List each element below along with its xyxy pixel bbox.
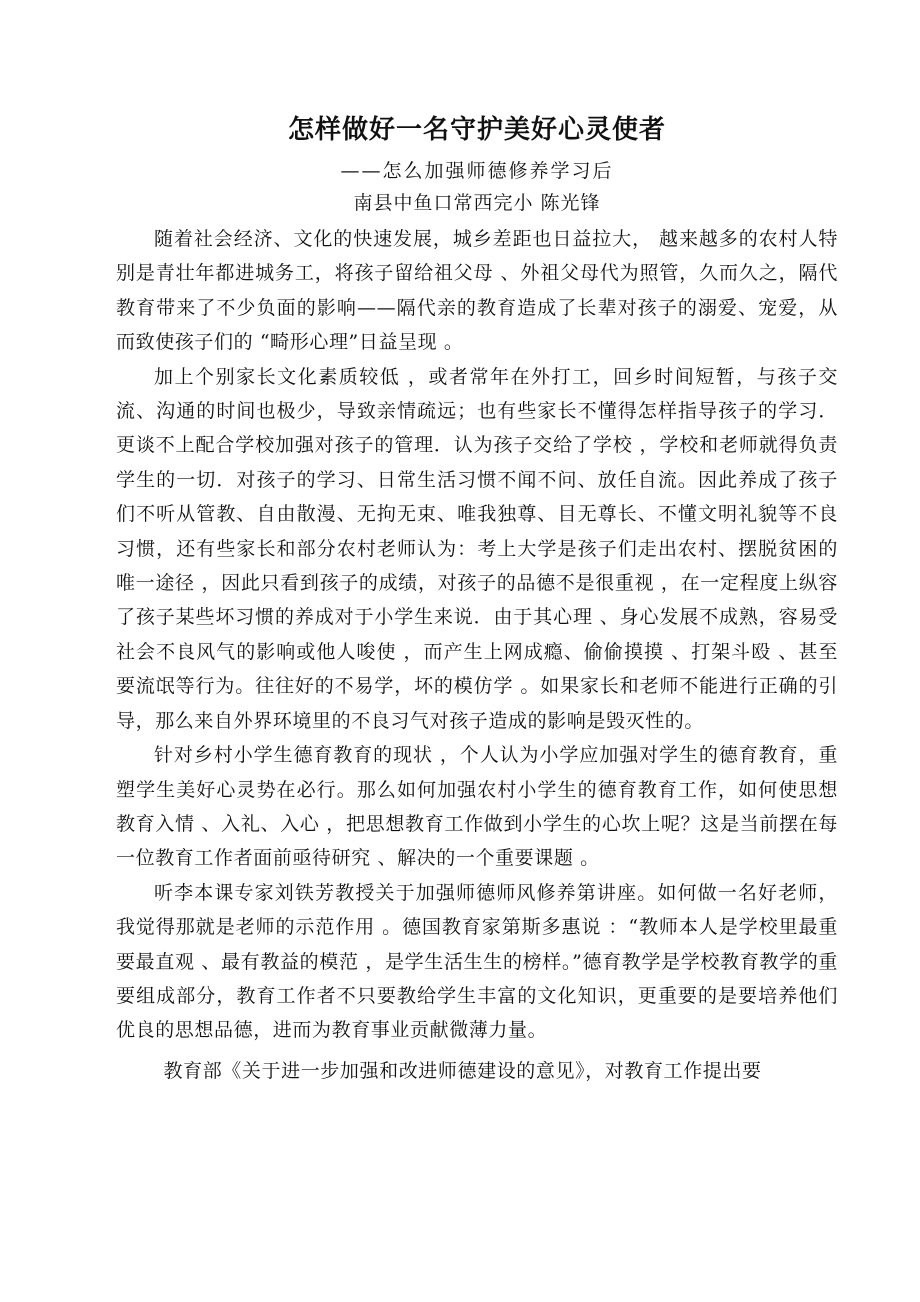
document-author: 南县中鱼口常西完小 陈光锋: [353, 192, 601, 214]
document-subtitle: ——怎么加强师德修养学习后: [340, 160, 614, 182]
document-title: 怎样做好一名守护美好心灵使者: [287, 115, 666, 145]
paragraph-2: 加上个别家长文化素质较低 ，或者常年在外打工，回乡时间短暂，与孩子交流、沟通的时间也极少，导致亲情疏远；也有些家长不懂得怎样指导孩子的学习．更谈不上配合学校加强对孩子的管理．认为孩子交给了学校 ，学校和老师就得负责学生的一切．对孩子的学习、日常生活习惯不闻不问、放任自流。因此养成了孩子们不听从管教、自由散漫、无拘无束、唯我独尊、目无尊长、不懂文明礼貌等不良习惯，还有些家长和部分农村老师认为：考上大学是孩子们走出农村、摆脱贫困的唯一途径 ，因此只看到孩子的成绩，对孩子的品德不是很重视 ，在一定程度上纵容了孩子某些坏习惯的养成对于小学生来说．由于其心理 、身心发展不成熟，容易受社会不良风气的影响或他人唆使 ，而产生上网成瘾、偷偷摸摸 、打架斗殴 、甚至要流氓等行为。往往好的不易学，坏的模仿学 。如果家长和老师不能进行正确的引导，那么来自外界环境里的不良习气对孩子造成的影响是毁灭性的。: [116, 365, 838, 732]
paragraph-3: 针对乡村小学生德育教育的现状 ，个人认为小学应加强对学生的德育教育，重塑学生美好心灵势在必行。那么如何加强农村小学生的德育教育工作，如何使思想教育入情 、入礼、入心 ，把思想教育工作做到小学生的心坎上呢？这是当前摆在每一位教育工作者面前亟待研究 、解决的一个重要课题 。: [116, 744, 838, 870]
paragraph-5: 教育部《关于进一步加强和改进师德建设的意见》，对教育工作提出要: [163, 1059, 762, 1082]
paragraph-1: 随着社会经济、文化的快速发展，城乡差距也日益拉大， 越来越多的农村人特别是青壮年都进城务工，将孩子留给祖父母 、外祖父母代为照管，久而久之，隔代教育带来了不少负面的影响——隔代亲的教育造成了长辈对孩子的溺爱、宠爱，从而致使孩子们的 “畸形心理”日益呈现 。: [116, 228, 838, 354]
document-page: [116, 110, 838, 1088]
paragraph-4: 听李本课专家刘铁芳教授关于加强师德师风修养第讲座。如何做一名好老师，我觉得那就是老师的示范作用 。德国教育家第斯多惠说 ：“教师本人是学校里最重要最直观 、最有教益的模范 ，是学生活生生的榜样。”德育教学是学校教育教学的重要组成部分，教育工作者不只要教给学生丰富的文化知识，更重要的是要培养他们优良的思想品德，进而为教育事业贡献微薄力量。: [116, 881, 838, 1042]
